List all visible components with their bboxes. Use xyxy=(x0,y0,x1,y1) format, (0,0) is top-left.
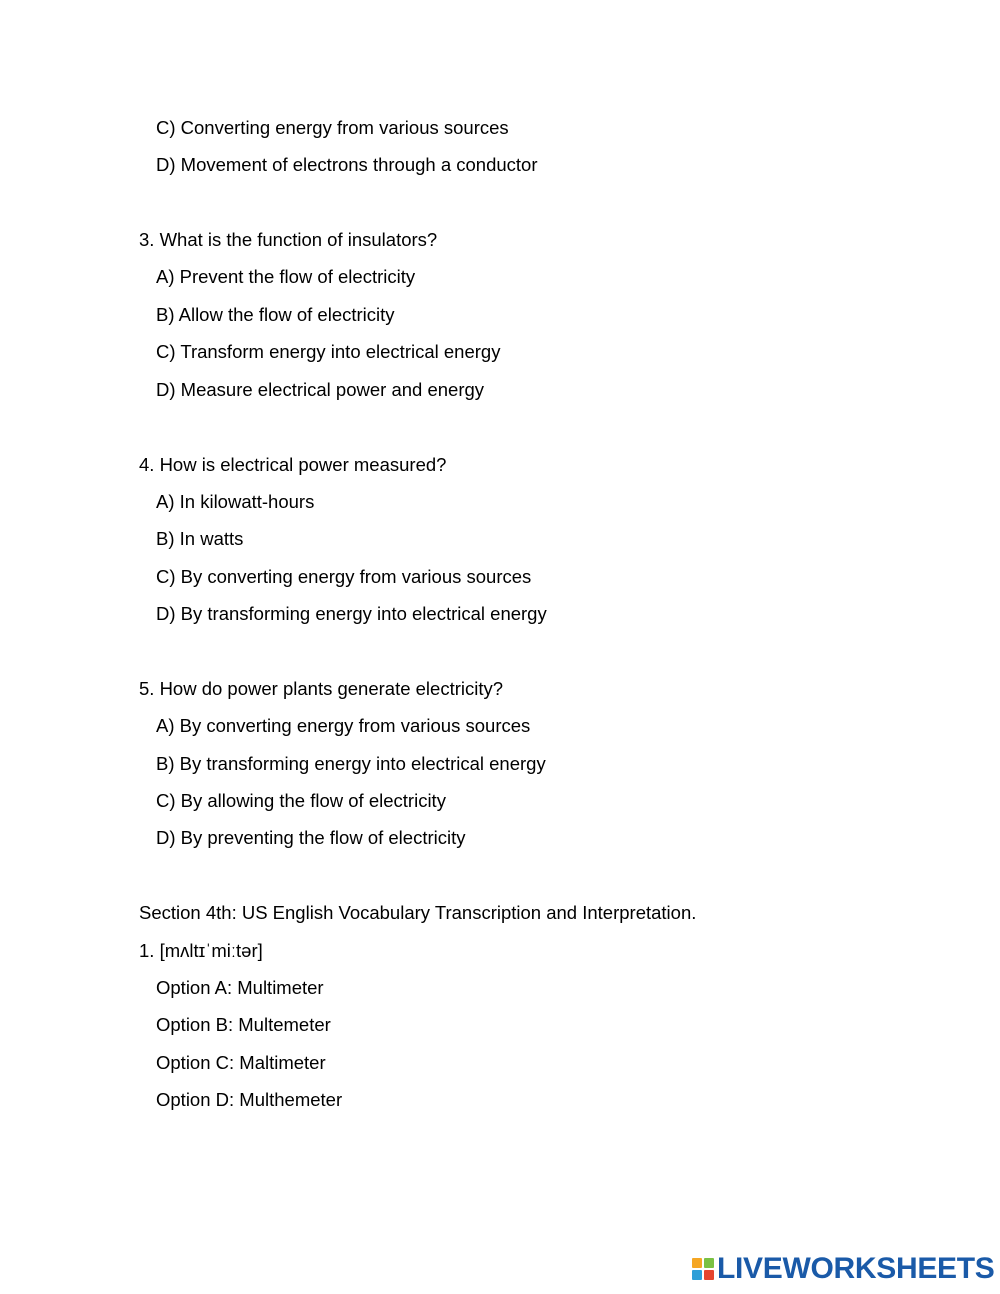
section4-q1-option-c: Option C: Maltimeter xyxy=(156,1052,326,1073)
q4-option-b: B) In watts xyxy=(156,528,244,549)
liveworksheets-logo xyxy=(692,1254,995,1284)
section4-heading: Section 4th: US English Vocabulary Transcription and Interpretation. xyxy=(139,902,697,923)
section4-q1-option-a: Option A: Multimeter xyxy=(156,977,324,998)
q4-option-c: C) By converting energy from various sources xyxy=(156,566,532,587)
logo-tile-1 xyxy=(692,1258,702,1268)
section4-q1-transcription: 1. [mʌltɪˈmiːtər] xyxy=(139,940,263,961)
q5-option-d: D) By preventing the flow of electricity xyxy=(156,827,466,848)
q4-option-d: D) By transforming energy into electrical energy xyxy=(156,603,547,624)
q5-option-b: B) By transforming energy into electrical energy xyxy=(156,753,546,774)
liveworksheets-logo-text: LIVEWORKSHEETS xyxy=(717,1252,995,1285)
section4-q1-option-b: Option B: Multemeter xyxy=(156,1014,331,1035)
section4-q1-option-d: Option D: Multhemeter xyxy=(156,1089,343,1110)
logo-tile-2 xyxy=(704,1258,714,1268)
q3-option-c: C) Transform energy into electrical energy xyxy=(156,341,501,362)
q2-option-d: D) Movement of electrons through a conductor xyxy=(156,154,538,175)
q3-option-b: B) Allow the flow of electricity xyxy=(156,304,395,325)
logo-tile-4 xyxy=(704,1270,714,1280)
q5-question: 5. How do power plants generate electricity? xyxy=(139,678,504,699)
q4-option-a: A) In kilowatt-hours xyxy=(156,491,315,512)
logo-tile-3 xyxy=(692,1270,702,1280)
q3-option-a: A) Prevent the flow of electricity xyxy=(156,266,416,287)
q3-option-d: D) Measure electrical power and energy xyxy=(156,379,485,400)
q5-option-a: A) By converting energy from various sources xyxy=(156,715,531,736)
q4-question: 4. How is electrical power measured? xyxy=(139,454,447,475)
liveworksheets-logo-icon xyxy=(692,1258,714,1280)
q2-option-c: C) Converting energy from various sources xyxy=(156,117,509,138)
q5-option-c: C) By allowing the flow of electricity xyxy=(156,790,446,811)
q3-question: 3. What is the function of insulators? xyxy=(139,229,438,250)
